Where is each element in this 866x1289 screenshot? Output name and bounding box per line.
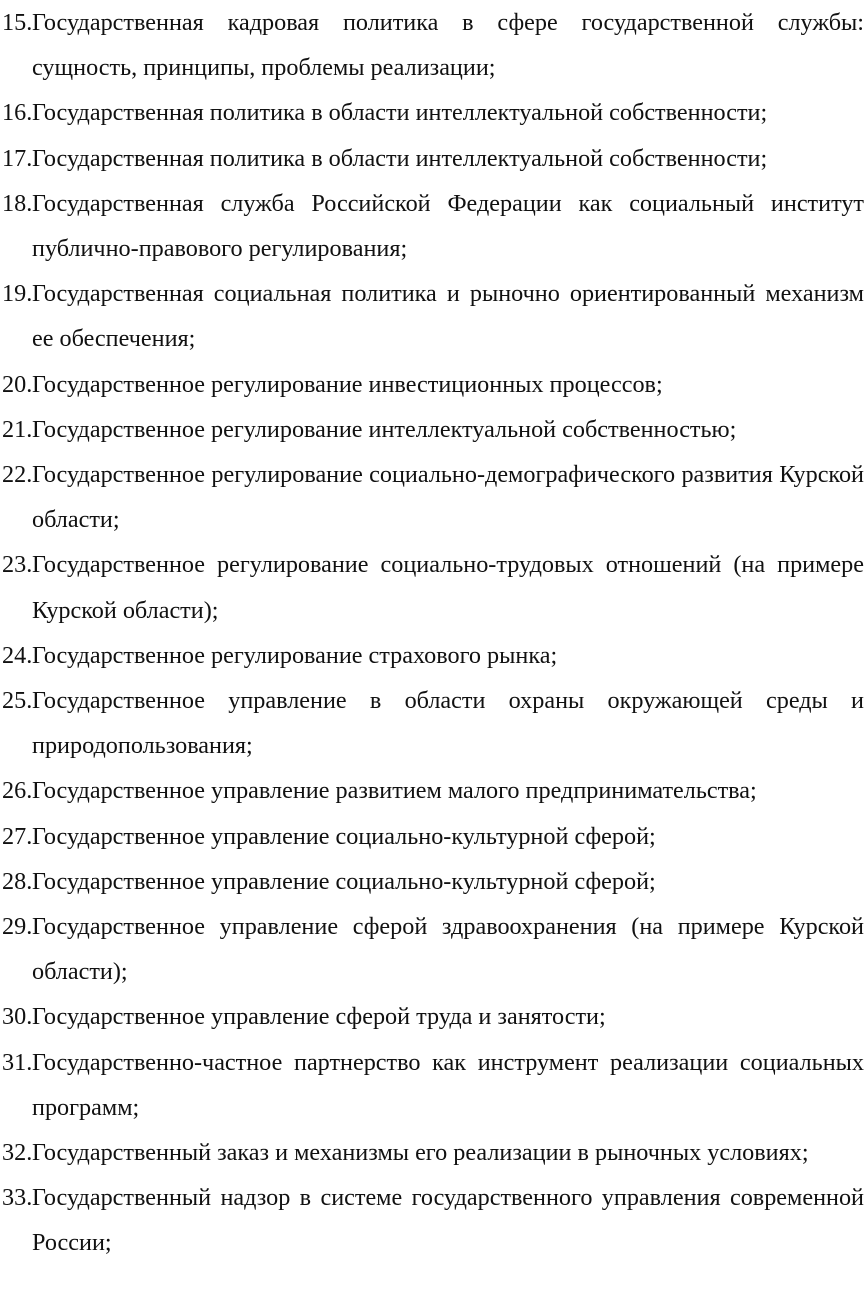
item-number: 23.	[2, 551, 33, 579]
topic-list	[2, 0, 864, 1266]
item-text: Государственная социальная политика и рыночно ориентированный механизм ее обеспечения;	[32, 280, 864, 353]
list-item	[2, 136, 864, 181]
item-number: 20.	[2, 370, 33, 398]
item-text: Государственный надзор в системе государственного управления современной России;	[32, 1184, 864, 1257]
document-page	[2, 0, 864, 1266]
item-number: 22.	[2, 461, 33, 489]
item-text: Государственная политика в области интеллектуальной собственности;	[32, 144, 768, 172]
item-number: 19.	[2, 280, 33, 308]
item-text: Государственная служба Российской Федерации как социальный институт публично-правового регулирования;	[32, 189, 864, 263]
list-item	[2, 1175, 864, 1265]
item-number: 27.	[2, 822, 33, 850]
item-number: 15.	[2, 9, 33, 36]
item-number: 30.	[2, 1003, 33, 1031]
list-item	[2, 678, 864, 768]
item-text: Государственное регулирование инвестиционных процессов;	[32, 370, 663, 398]
list-item	[2, 0, 864, 90]
item-text: Государственное управление развитием малого предпринимательства;	[32, 777, 757, 805]
list-item	[2, 271, 864, 361]
item-text: Государственное управление в области охраны окружающей среды и природопользования;	[32, 687, 864, 760]
list-item	[2, 1130, 864, 1175]
item-number: 25.	[2, 687, 33, 715]
item-number: 16.	[2, 99, 33, 127]
item-text: Государственно-частное партнерство как инструмент реализации социальных программ;	[32, 1048, 864, 1121]
item-number: 21.	[2, 415, 33, 443]
list-item	[2, 407, 864, 452]
item-number: 32.	[2, 1139, 33, 1167]
list-item	[2, 1040, 864, 1130]
item-number: 24.	[2, 641, 33, 669]
item-number: 31.	[2, 1048, 33, 1076]
item-text: Государственное регулирование социально-трудовых отношений (на примере Курской области);	[32, 551, 864, 624]
list-item	[2, 362, 864, 407]
item-text: Государственная кадровая политика в сфере государственной службы: сущность, принципы, проблемы реализации;	[32, 9, 864, 82]
item-number: 29.	[2, 913, 33, 941]
item-text: Государственное регулирование интеллектуальной собственностью;	[32, 415, 737, 443]
item-number: 17.	[2, 144, 33, 172]
item-text: Государственное управление сферой труда и занятости;	[32, 1003, 606, 1031]
list-item	[2, 814, 864, 859]
item-number: 33.	[2, 1184, 33, 1212]
item-text: Государственное регулирование социально-демографического развития Курской области;	[32, 461, 864, 534]
item-text: Государственное управление социально-культурной сферой;	[32, 867, 656, 895]
item-number: 18.	[2, 189, 33, 217]
list-item	[2, 859, 864, 904]
list-item	[2, 452, 864, 542]
list-item	[2, 90, 864, 135]
list-item	[2, 904, 864, 994]
item-number: 26.	[2, 777, 33, 805]
item-text: Государственное регулирование страхового рынка;	[32, 641, 558, 669]
item-text: Государственная политика в области интеллектуальной собственности;	[32, 99, 768, 127]
list-item	[2, 181, 864, 271]
item-text: Государственное управление социально-культурной сферой;	[32, 822, 656, 850]
list-item	[2, 768, 864, 813]
list-item	[2, 633, 864, 678]
list-item	[2, 542, 864, 632]
item-number: 28.	[2, 867, 33, 895]
item-text: Государственное управление сферой здравоохранения (на примере Курской области);	[32, 913, 864, 986]
list-item	[2, 994, 864, 1039]
item-text: Государственный заказ и механизмы его реализации в рыночных условиях;	[32, 1139, 809, 1167]
